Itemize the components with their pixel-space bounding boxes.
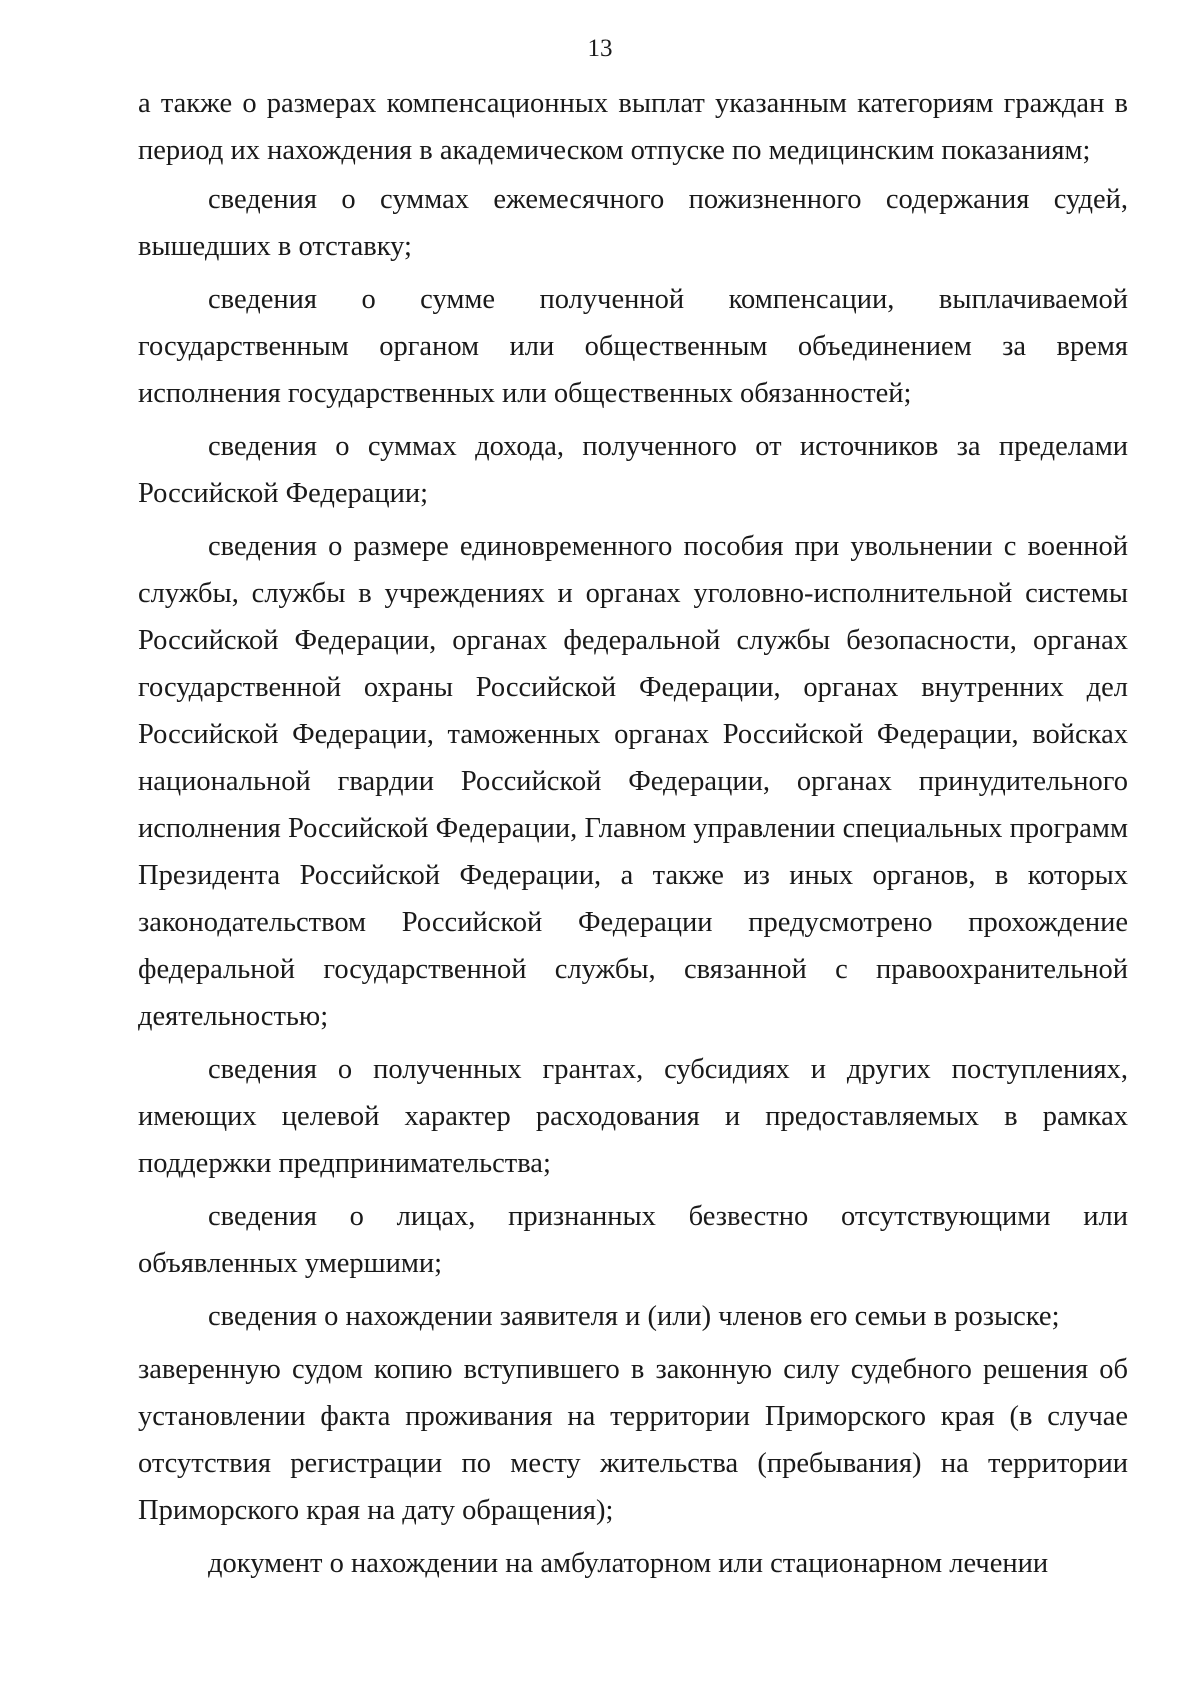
paragraph-court-decision-copy: заверенную судом копию вступившего в законную силу судебного решения об установлении факта проживания на территории Приморского края (в случае отсутствия регистрации по месту жительства (пребывания) на территории Приморского края на дату обращения); — [138, 1354, 1128, 1526]
paragraph-foreign-income: сведения о суммах дохода, полученного от источников за пределами Российской Федерации; — [138, 431, 1128, 509]
paragraph-missing-persons: сведения о лицах, признанных безвестно отсутствующими или объявленных умершими; — [138, 1201, 1128, 1279]
paragraph-judges-maintenance: сведения о суммах ежемесячного пожизненного содержания судей, вышедших в отставку; — [138, 184, 1128, 262]
paragraph-compensation-payments: а также о размерах компенсационных выплат указанным категориям граждан в период их нахождения в академическом отпуске по медицинским показаниям; — [138, 88, 1128, 166]
paragraph-compensation-state-duties: сведения о сумме полученной компенсации, выплачиваемой государственным органом или общественным объединением за время исполнения государственных или общественных обязанностей; — [138, 284, 1128, 409]
document-body — [138, 80, 1128, 1587]
paragraph-severance-allowance: сведения о размере единовременного пособия при увольнении с военной службы, службы в учреждениях и органах уголовно-исполнительной системы Российской Федерации, органах федеральной службы безопасности, органах государственной охраны Российской Федерации, органах внутренних дел Российской Федерации, таможенных органах Российской Федерации, войсках национальной гвардии Российской Федерации, органах принудительного исполнения Российской Федерации, Главном управлении специальных программ Президента Российской Федерации, а также из иных органов, в которых законодательством Российской Федерации предусмотрено прохождение федеральной государственной службы, связанной с правоохранительной деятельностью; — [138, 531, 1128, 1032]
page-number: 13 — [587, 35, 613, 62]
paragraph-medical-treatment-document: документ о нахождении на амбулаторном или стационарном лечении — [208, 1548, 1049, 1579]
paragraph-wanted-status: сведения о нахождении заявителя и (или) членов его семьи в розыске; — [208, 1301, 1060, 1332]
paragraph-grants-subsidies: сведения о полученных грантах, субсидиях и других поступлениях, имеющих целевой характер расходования и предоставляемых в рамках поддержки предпринимательства; — [138, 1054, 1128, 1179]
